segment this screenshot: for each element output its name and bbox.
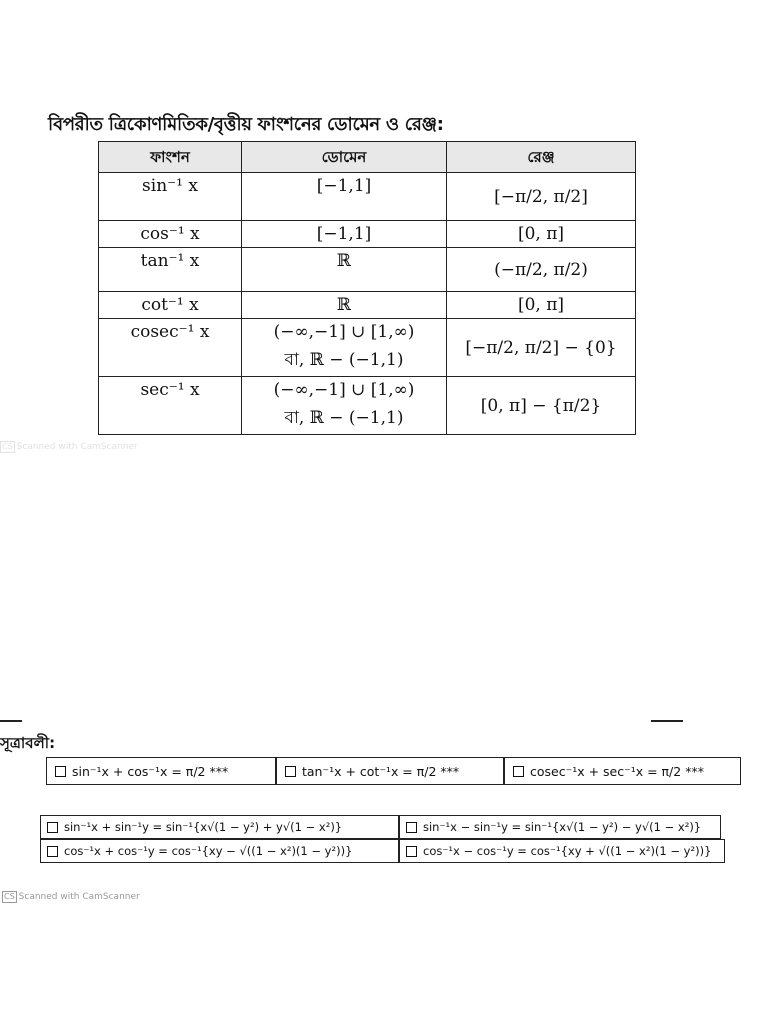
formula-box bbox=[399, 839, 725, 863]
formula-text: sin⁻¹x − sin⁻¹y = sin⁻¹{x√(1 − y²) − y√(1 − x²)} bbox=[423, 820, 702, 834]
function-cell: cot⁻¹ x bbox=[99, 292, 242, 319]
table-header-row bbox=[99, 142, 636, 173]
formula-text: sin⁻¹x + cos⁻¹x = π/2 *** bbox=[72, 763, 229, 779]
divider-left bbox=[0, 720, 22, 722]
formula-box bbox=[276, 757, 504, 785]
domain-line-1: (−∞,−1] ∪ [1,∞) bbox=[273, 322, 415, 342]
formula-box bbox=[40, 815, 399, 839]
header-function: ফাংশন bbox=[99, 142, 242, 173]
range-cell bbox=[447, 292, 636, 319]
domain-range-table bbox=[98, 141, 636, 435]
formula-text: tan⁻¹x + cot⁻¹x = π/2 *** bbox=[302, 763, 460, 779]
range-cell bbox=[447, 377, 636, 435]
formula-text: cos⁻¹x − cos⁻¹y = cos⁻¹{xy + √((1 − x²)(1 − y²))} bbox=[423, 844, 712, 858]
domain-cell: ℝ bbox=[242, 248, 447, 292]
checkbox-icon bbox=[47, 822, 58, 833]
page-title: বিপরীত ত্রিকোণমিতিক/বৃত্তীয় ফাংশনের ডোমেন ও রেঞ্জ: bbox=[48, 114, 444, 135]
range-value: [0, π] − {π/2} bbox=[480, 395, 602, 416]
watermark-text: Scanned with CamScanner bbox=[16, 442, 138, 452]
domain-cell: ℝ bbox=[242, 292, 447, 319]
domain-line-1: (−∞,−1] ∪ [1,∞) bbox=[273, 380, 415, 400]
domain-line-2: বা, ℝ − (−1,1) bbox=[284, 408, 404, 428]
table-row bbox=[99, 248, 636, 292]
domain-cell bbox=[242, 319, 447, 377]
function-cell: cosec⁻¹ x bbox=[99, 319, 242, 377]
table-row bbox=[99, 173, 636, 221]
formula-box bbox=[40, 839, 399, 863]
formulas-heading: সূত্রাবলী: bbox=[0, 734, 56, 752]
range-value: [0, π] bbox=[517, 224, 565, 244]
range-cell bbox=[447, 319, 636, 377]
camscanner-logo-icon: CS bbox=[4, 892, 15, 901]
table-row bbox=[99, 292, 636, 319]
function-cell: tan⁻¹ x bbox=[99, 248, 242, 292]
function-cell: cos⁻¹ x bbox=[99, 221, 242, 248]
formula-text: cosec⁻¹x + sec⁻¹x = π/2 *** bbox=[530, 763, 704, 779]
range-value: [0, π] bbox=[517, 295, 565, 315]
function-cell: sin⁻¹ x bbox=[99, 173, 242, 221]
range-cell bbox=[447, 173, 636, 221]
checkbox-icon bbox=[47, 846, 58, 857]
checkbox-icon bbox=[513, 766, 524, 777]
range-cell bbox=[447, 248, 636, 292]
domain-cell: [−1,1] bbox=[242, 221, 447, 248]
formula-text: cos⁻¹x + cos⁻¹y = cos⁻¹{xy − √((1 − x²)(1 − y²))} bbox=[64, 844, 353, 858]
checkbox-icon bbox=[406, 846, 417, 857]
checkbox-icon bbox=[406, 822, 417, 833]
domain-line-2: বা, ℝ − (−1,1) bbox=[284, 350, 404, 370]
domain-cell bbox=[242, 377, 447, 435]
range-value: [−π/2, π/2] bbox=[494, 186, 588, 207]
header-domain: ডোমেন bbox=[242, 142, 447, 173]
table-row bbox=[99, 221, 636, 248]
formula-box bbox=[399, 815, 721, 839]
range-value: (−π/2, π/2) bbox=[494, 259, 588, 280]
watermark-faint bbox=[0, 441, 138, 453]
formula-text: sin⁻¹x + sin⁻¹y = sin⁻¹{x√(1 − y²) + y√(1 − x²)} bbox=[64, 820, 343, 834]
formula-box bbox=[504, 757, 741, 785]
range-value: [−π/2, π/2] − {0} bbox=[465, 337, 617, 358]
function-cell: sec⁻¹ x bbox=[99, 377, 242, 435]
divider-right bbox=[651, 720, 683, 722]
range-cell bbox=[447, 221, 636, 248]
checkbox-icon bbox=[55, 766, 66, 777]
table-row bbox=[99, 319, 636, 377]
table-row bbox=[99, 377, 636, 435]
header-range: রেঞ্জ bbox=[447, 142, 636, 173]
watermark bbox=[2, 891, 140, 903]
checkbox-icon bbox=[285, 766, 296, 777]
camscanner-logo-icon: CS bbox=[2, 442, 13, 451]
formula-box bbox=[46, 757, 276, 785]
domain-cell: [−1,1] bbox=[242, 173, 447, 221]
watermark-text: Scanned with CamScanner bbox=[18, 892, 140, 902]
